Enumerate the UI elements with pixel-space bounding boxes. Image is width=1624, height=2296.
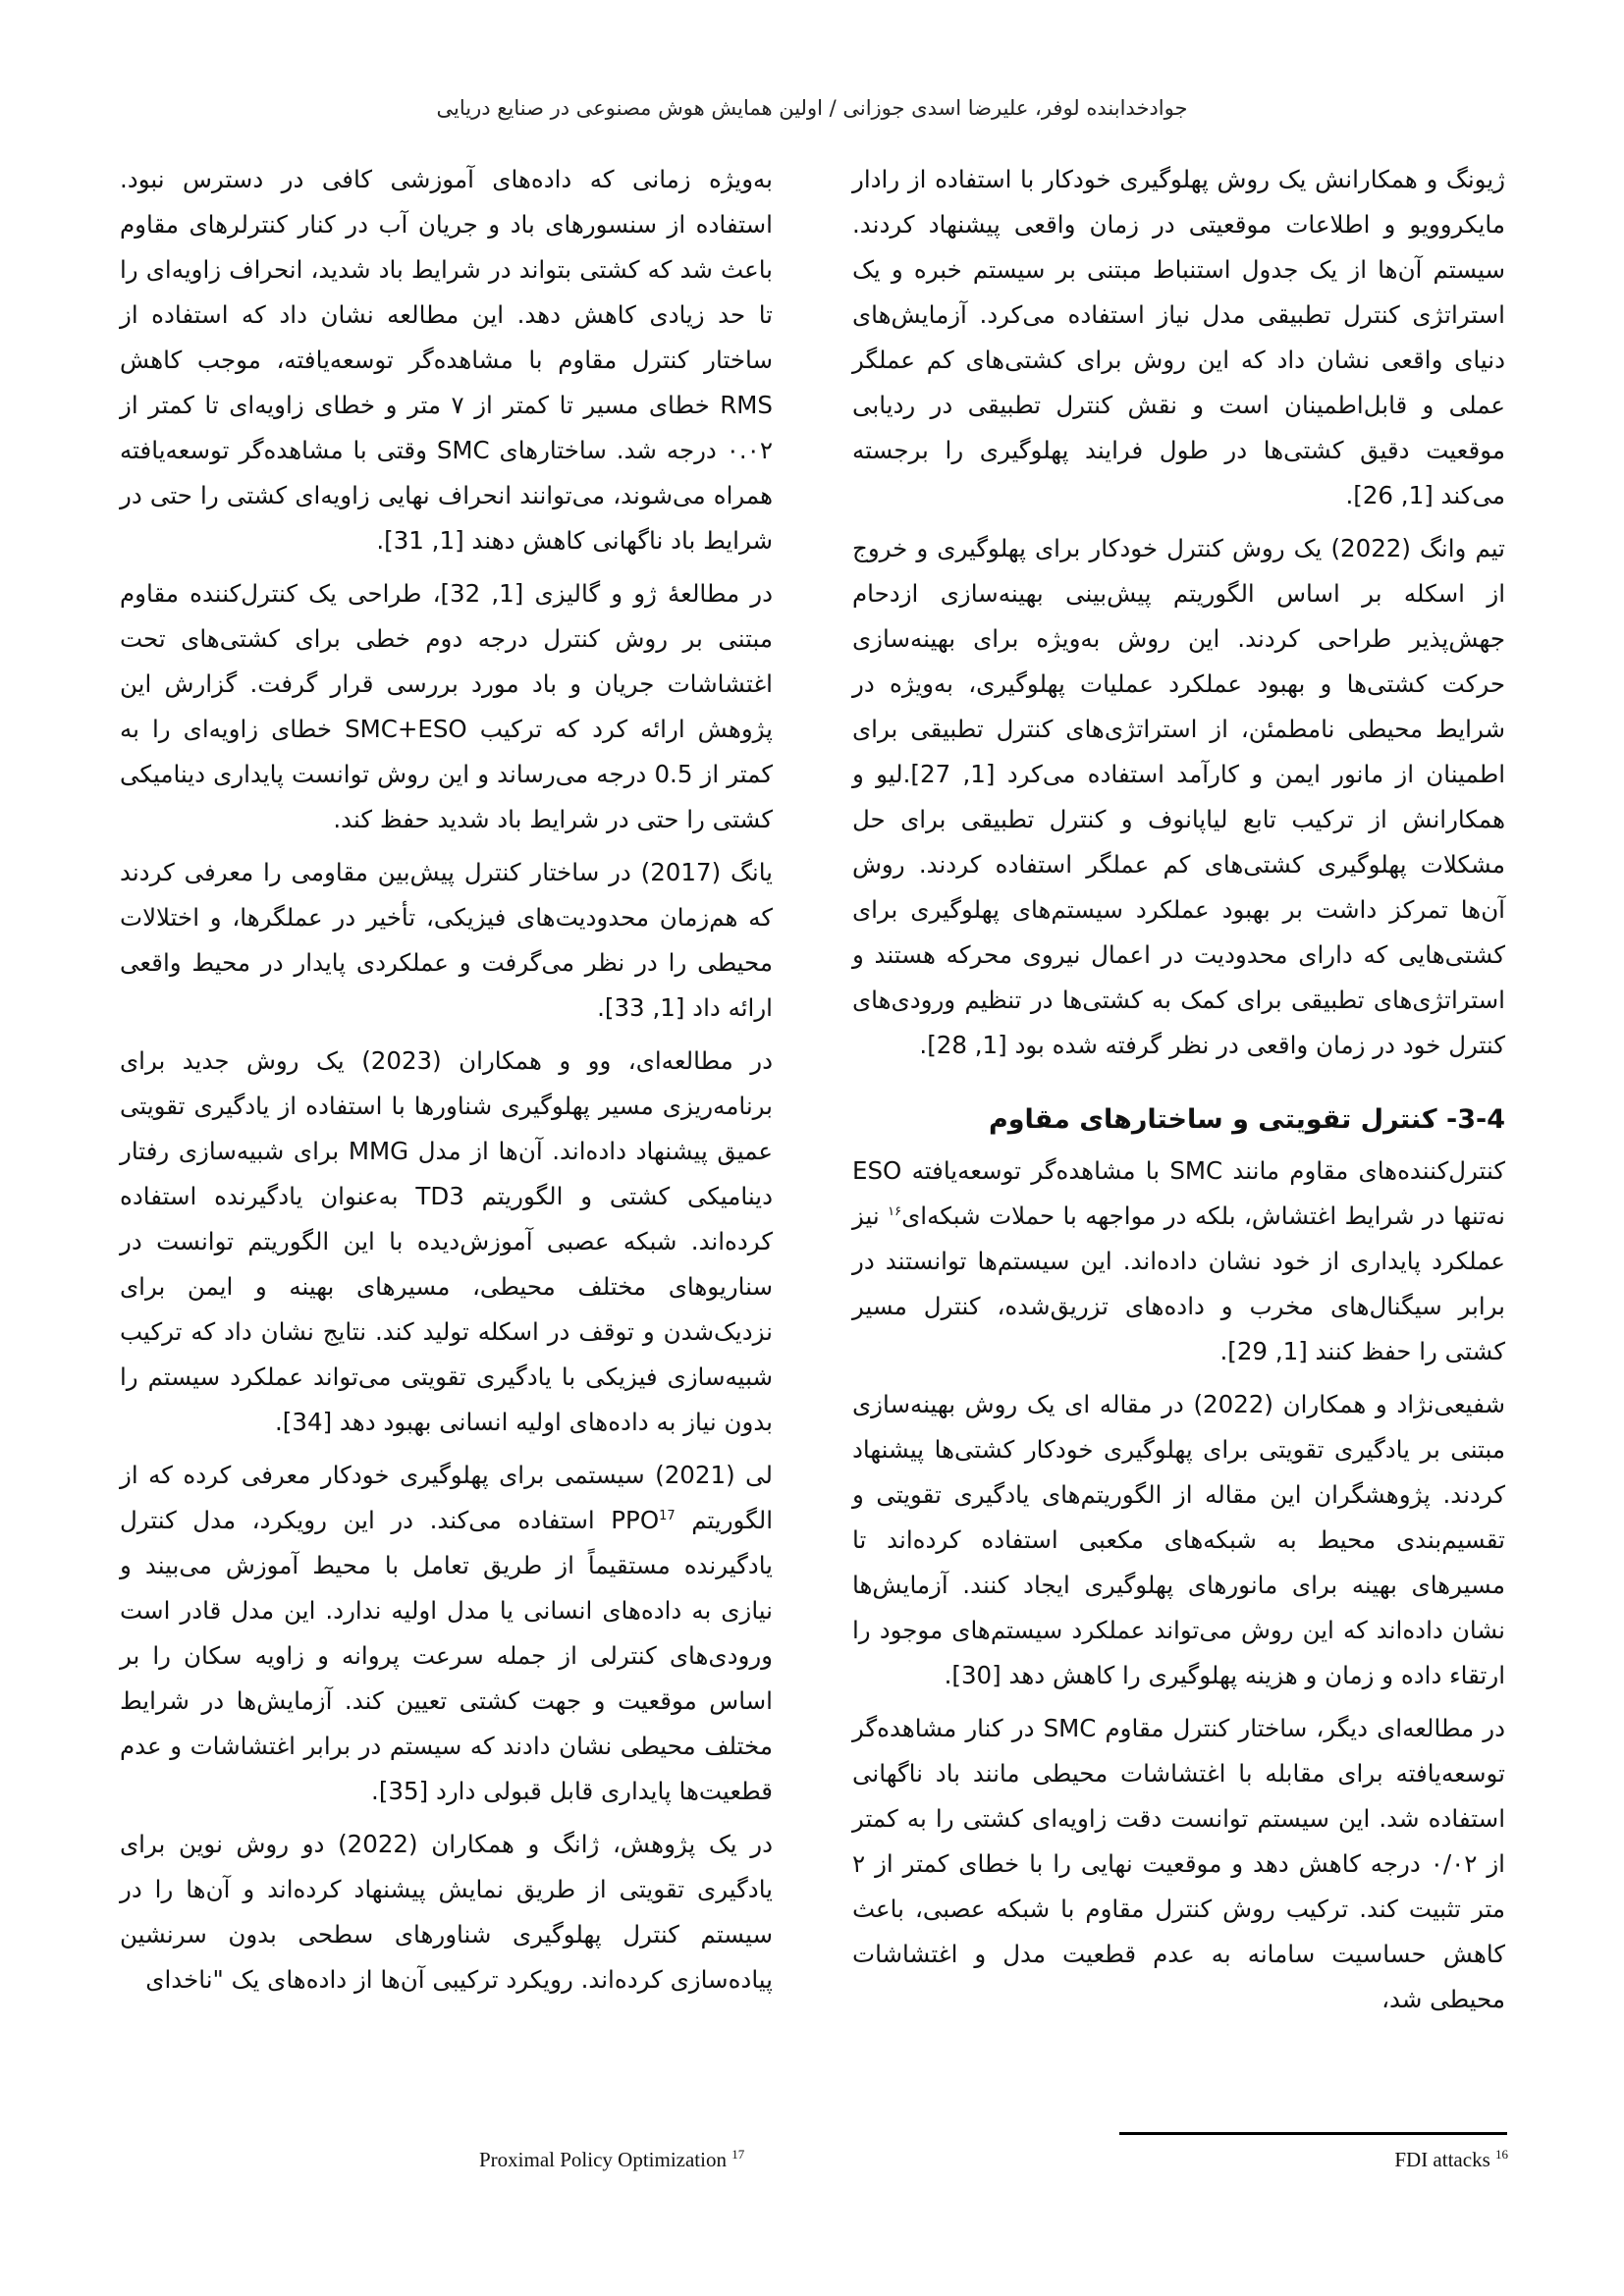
paragraph: ژیونگ و همکارانش یک روش پهلوگیری خودکار با استفاده از رادار مایکروویو و اطلاعات موقعیتی در زمان واقعی پیشنهاد کردند. سیستم آن‌ها از یک جدول استنباط مبتنی بر سیستم خبره و یک استراتژی کنترل تطبیقی مدل نیاز استفاده می‌کرد. آزمایش‌های دنیای واقعی نشان داد که این روش برای کشتی‌های کم عملگر عملی و قابل‌اطمینان است و نقش کنترل تطبیقی در ردیابی موقعیت دقیق کشتی‌ها در طول فرایند پهلوگیری را برجسته می‌کند [1, 26]. bbox=[852, 165, 1505, 509]
footnote-ref[interactable]: 17 bbox=[659, 1508, 676, 1523]
paragraph: در مطالعه‌ای، وو و همکاران (2023) یک روش جدید برای برنامه‌ریزی مسیر پهلوگیری شناورها با استفاده از یادگیری تقویتی عمیق پیشنهاد داده‌اند. آن‌ها از مدل MMG برای شبیه‌سازی رفتار دینامیکی کشتی و الگوریتم TD3 به‌عنوان یادگیرنده استفاده کرده‌اند. شبکه عصبی آموزش‌دیده با این الگوریتم توانست در سناریوهای مختلف محیطی، مسیرهای بهینه و ایمن برای نزدیک‌شدن و توقف در اسکله تولید کند. نتایج نشان داد که ترکیب شبیه‌سازی فیزیکی با یادگیری تقویتی می‌تواند عملکرد سیستم را بدون نیاز به داده‌های اولیه انسانی بهبود دهد [34]. bbox=[120, 1046, 773, 1436]
paragraph: یانگ (2017) در ساختار کنترل پیش‌بین مقاومی را معرفی کردند که هم‌زمان محدودیت‌های فیزیکی، تأخیر در عملگرها، و اختلالات محیطی را در نظر می‌گرفت و عملکردی پایدار در محیط واقعی ارائه داد [1, 33]. bbox=[120, 858, 773, 1022]
paragraph: شفیعی‌نژاد و همکاران (2022) در مقاله ای یک روش بهینه‌سازی مبتنی بر یادگیری تقویتی برای پهلوگیری خودکار کشتی‌ها پیشنهاد کردند. پژوهشگران این مقاله از الگوریتم‌های یادگیری تقویتی و تقسیم‌بندی محیط به شبکه‌های مکعبی استفاده کرده‌اند تا مسیرهای بهینه برای مانورهای پهلوگیری ایجاد کنند. آزمایش‌ها نشان داده‌اند که این روش می‌تواند عملکرد سیستم‌های موجود را ارتقاء داده و زمان و هزینه پهلوگیری را کاهش دهد [30]. bbox=[852, 1390, 1505, 1689]
paragraph: به‌ویژه زمانی که داده‌های آموزشی کافی در دسترس نبود. استفاده از سنسورهای باد و جریان آب در کنار کنترلرهای مقاوم باعث شد که کشتی بتواند در شرایط باد شدید، انحراف زاویه‌ای را تا حد زیادی کاهش دهد. این مطالعه نشان داد که استفاده از ساختار کنترل مقاوم با مشاهده‌گر توسعه‌یافته، موجب کاهش RMS خطای مسیر تا کمتر از ۷ متر و خطای زاویه‌ای تا کمتر از ۰.۰۲ درجه شد. ساختارهای SMC وقتی با مشاهده‌گر توسعه‌یافته همراه می‌شوند، می‌توانند انحراف نهایی زاویه‌ای کشتی را حتی در شرایط باد ناگهانی کاهش دهند [1, 31]. bbox=[120, 165, 773, 555]
running-header: جوادخدابنده لوفر، علیرضا اسدی جوزانی / اولین همایش هوش مصنوعی در صنایع دریایی bbox=[436, 96, 1188, 120]
paragraph: کنترل‌کننده‌های مقاوم مانند SMC با مشاهده‌گر توسعه‌یافته ESO نه‌تنها در شرایط اغتشاش، بلکه در مواجهه با حملات شبکه‌ای$^{۱۶}$ نیز عملکرد پایداری از خود نشان داده‌اند. این سیستم‌ها توانستند در برابر سیگنال‌های مخرب و داده‌های تزریق‌شده، کنترل مسیر کشتی را حفظ کنند [1, 29]. bbox=[852, 1156, 1505, 1365]
left-column bbox=[120, 157, 773, 2010]
paragraph: در مطالعه‌ای دیگر، ساختار کنترل مقاوم SMC در کنار مشاهده‌گر توسعه‌یافته برای مقابله با اغتشاشات محیطی مانند باد ناگهانی استفاده شد. این سیستم توانست دقت زاویه‌ای کشتی را به کمتر از ۰/۰۲ درجه کاهش دهد و موقعیت نهایی را با خطای کمتر از ۲ متر تثبیت کند. ترکیب روش کنترل مقاوم با شبکه عصبی، باعث کاهش حساسیت سامانه به عدم قطعیت مدل و اغتشاشات محیطی شد، bbox=[852, 1714, 1505, 2013]
paragraph: در یک پژوهش، ژانگ و همکاران (2022) دو روش نوین برای یادگیری تقویتی از طریق نمایش پیشنهاد کرده‌اند و آن‌ها را در سیستم کنترل پهلوگیری شناورهای سطحی بدون سرنشین پیاده‌سازی کرده‌اند. رویکرد ترکیبی آن‌ها از داده‌های یک "ناخدای bbox=[120, 1830, 773, 1994]
footnote-16: FDI attacks $^{16}$ bbox=[1394, 2147, 1508, 2171]
paragraph: لی (2021) سیستمی برای پهلوگیری خودکار معرفی کرده که از الگوریتم PPO$^{17}$ استفاده می‌کند. در این رویکرد، مدل کنترل یادگیرنده مستقیماً از طریق تعامل با محیط آموزش می‌بیند و نیازی به داده‌های انسانی یا مدل اولیه ندارد. این مدل قادر است ورودی‌های کنترلی از جمله سرعت پروانه و زاویه سکان را بر اساس موقعیت و جهت کشتی تعیین کند. آزمایش‌ها در شرایط مختلف محیطی نشان دادند که سیستم در برابر اغتشاشات و عدم قطعیت‌ها پایداری قابل قبولی دارد [35]. bbox=[120, 1461, 773, 1805]
footnote-separator bbox=[1119, 2132, 1507, 2135]
section-heading: 3-4- کنترل تقویتی و ساختارهای مقاوم bbox=[988, 1104, 1505, 1135]
paragraph: تیم وانگ (2022) یک روش کنترل خودکار برای پهلوگیری و خروج از اسکله بر اساس الگوریتم پیش‌بینی بهینه‌سازی ازدحام جهش‌پذیر طراحی کردند. این روش به‌ویژه برای بهینه‌سازی حرکت کشتی‌ها و بهبود عملکرد عملیات پهلوگیری، به‌ویژه در شرایط محیطی نامطمئن، از استراتژی‌های کنترل تطبیقی برای اطمینان از مانور ایمن و کارآمد استفاده می‌کرد [1, 27].لیو و همکارانش از ترکیب تابع لیاپانوف و کنترل تطبیقی برای حل مشکلات پهلوگیری کشتی‌های کم عملگر استفاده کردند. روش آن‌ها تمرکز داشت بر بهبود عملکرد سیستم‌های پهلوگیری برای کشتی‌هایی که دارای محدودیت در اعمال نیروی محرکه هستند و استراتژی‌های تطبیقی برای کمک به کشتی‌ها در تنظیم ورودی‌های کنترل خود در زمان واقعی در نظر گرفته شده بود [1, 28]. bbox=[852, 534, 1506, 1059]
right-column bbox=[852, 157, 1505, 2030]
footnote-ref[interactable]: ۱۶ bbox=[888, 1203, 902, 1219]
footnote-17: Proximal Policy Optimization $^{17}$ bbox=[479, 2147, 745, 2171]
paragraph: در مطالعهٔ ژو و گالیزی [1, 32]، طراحی یک کنترل‌کننده مقاوم مبتنی بر روش کنترل درجه دوم خطی برای کشتی‌های تحت اغتشاشات جریان و باد مورد بررسی قرار گرفت. گزارش این پژوهش ارائه کرد که ترکیب SMC+ESO خطای زاویه‌ای را به کمتر از 0.5 درجه می‌رساند و این روش توانست پایداری دینامیکی کشتی را حتی در شرایط باد شدید حفظ کند. bbox=[120, 579, 773, 833]
